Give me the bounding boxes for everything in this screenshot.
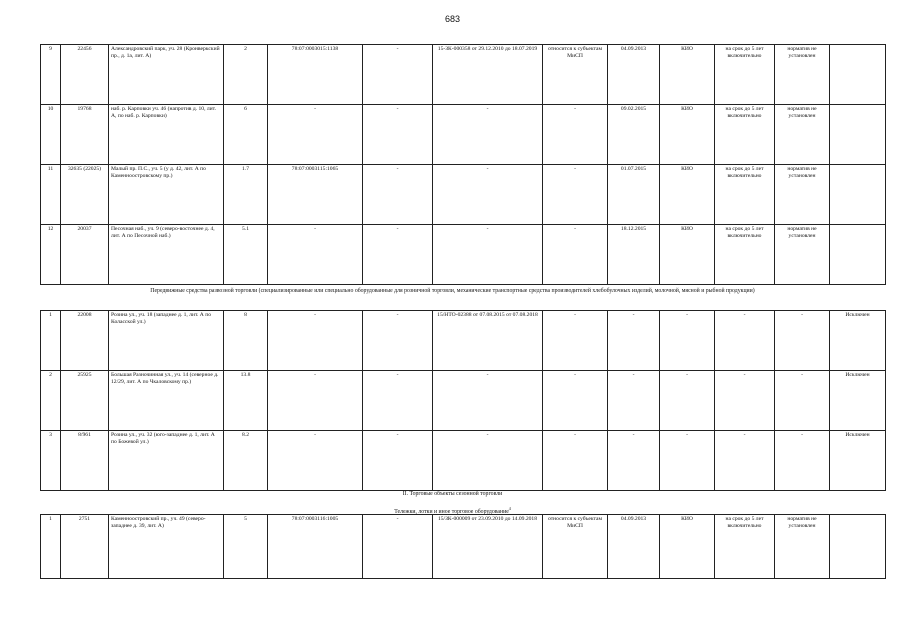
- cell-id: 25925: [61, 371, 109, 431]
- cell-doc: -: [433, 371, 543, 431]
- cell-term: на срок до 5 лет включительно: [715, 225, 775, 285]
- cell-area: 2: [224, 45, 268, 105]
- cell-id: 2751: [61, 515, 109, 579]
- cell-n: 1: [41, 515, 61, 579]
- table-row: [41, 431, 886, 491]
- cell-obl: -: [543, 105, 608, 165]
- cell-obl: относится к субъектам МиСП: [543, 45, 608, 105]
- cell-term: на срок до 5 лет включительно: [715, 105, 775, 165]
- cell-date: 09.02.2015: [608, 105, 660, 165]
- cell-last: [830, 225, 886, 285]
- cell-n: 2: [41, 371, 61, 431]
- cell-area: 5.1: [224, 225, 268, 285]
- cell-doc: -: [433, 431, 543, 491]
- cell-date: -: [608, 431, 660, 491]
- cell-id: 22008: [61, 311, 109, 371]
- cell-c6: -: [363, 225, 433, 285]
- cell-area: 5: [224, 515, 268, 579]
- cell-norm: норматив не установлен: [775, 165, 830, 225]
- cell-term: -: [715, 311, 775, 371]
- cell-org: КИО: [660, 45, 715, 105]
- table-row: [41, 371, 886, 431]
- cell-last: Исключен: [830, 371, 886, 431]
- table-row: [41, 515, 886, 579]
- cell-kad: 78:07:0003116:1005: [268, 515, 363, 579]
- cell-date: 04.09.2013: [608, 45, 660, 105]
- cell-addr: Розина ул., уч. 32 (юго-западнее д. 1, лит. А по Божевой ул.): [109, 431, 224, 491]
- cell-norm: -: [775, 371, 830, 431]
- cell-kad: 78:07:0003015:1138: [268, 45, 363, 105]
- cell-term: -: [715, 431, 775, 491]
- table-row: [41, 311, 886, 371]
- cell-kad: -: [268, 371, 363, 431]
- cell-last: [830, 45, 886, 105]
- cell-c6: -: [363, 431, 433, 491]
- section-title-carts-text: Тележки, лотки и иное торговое оборудование: [394, 508, 509, 515]
- cell-date: 01.07.2015: [608, 165, 660, 225]
- cell-doc: -: [433, 105, 543, 165]
- table-row: [41, 225, 886, 285]
- table-section-a: [40, 44, 886, 285]
- cell-addr: Розина ул., уч. 18 (западнее д. 1, лит. А по Коласской ул.): [109, 311, 224, 371]
- cell-kad: -: [268, 311, 363, 371]
- cell-date: -: [608, 371, 660, 431]
- cell-org: -: [660, 311, 715, 371]
- cell-term: на срок до 5 лет включительно: [715, 45, 775, 105]
- cell-term: на срок до 5 лет включительно: [715, 515, 775, 579]
- cell-last: [830, 105, 886, 165]
- cell-obl: -: [543, 371, 608, 431]
- cell-doc: -: [433, 225, 543, 285]
- cell-addr: Александровский парк, уч. 28 (Кронверкский пр., д. 1а, лит. А): [109, 45, 224, 105]
- cell-id: 32635 (22025): [61, 165, 109, 225]
- cell-date: 18.12.2015: [608, 225, 660, 285]
- cell-obl: -: [543, 311, 608, 371]
- cell-n: 9: [41, 45, 61, 105]
- cell-n: 12: [41, 225, 61, 285]
- cell-n: 10: [41, 105, 61, 165]
- cell-c6: -: [363, 105, 433, 165]
- cell-norm: норматив не установлен: [775, 105, 830, 165]
- cell-addr: наб. р. Карповки уч. 46 (напротив д. 10, лит. А, по наб. р. Карповки): [109, 105, 224, 165]
- cell-id: 8/961: [61, 431, 109, 491]
- section-title-seasonal: II. Торговые объекты сезонной торговли: [402, 491, 503, 497]
- cell-c6: -: [363, 165, 433, 225]
- cell-norm: -: [775, 311, 830, 371]
- cell-obl: относится к субъектам МиСП: [543, 515, 608, 579]
- cell-kad: -: [268, 225, 363, 285]
- cell-addr: Малый пр. П.С., уч. 5 (у д. 42, лит. А по Каменноостровскому пр.): [109, 165, 224, 225]
- cell-org: КИО: [660, 105, 715, 165]
- cell-area: 1.7: [224, 165, 268, 225]
- cell-norm: -: [775, 431, 830, 491]
- cell-kad: -: [268, 105, 363, 165]
- cell-last: [830, 165, 886, 225]
- table-row: [41, 105, 886, 165]
- table-row: [41, 45, 886, 105]
- cell-doc: -: [433, 165, 543, 225]
- cell-org: КИО: [660, 515, 715, 579]
- cell-id: 19768: [61, 105, 109, 165]
- cell-org: -: [660, 431, 715, 491]
- cell-obl: -: [543, 431, 608, 491]
- cell-term: -: [715, 371, 775, 431]
- cell-term: на срок до 5 лет включительно: [715, 165, 775, 225]
- cell-n: 1: [41, 311, 61, 371]
- cell-org: КИО: [660, 165, 715, 225]
- cell-obl: -: [543, 225, 608, 285]
- table-section-c: [40, 514, 886, 579]
- cell-area: 6: [224, 105, 268, 165]
- section-title-mobile-trade: Передвижные средства развозной торговли (специализированные или специально оборудованные для розничной торговли, механические транспортные средства производителей хлебобулочных изделий, молочной, мясной и рыбной продукции): [150, 288, 755, 294]
- cell-addr: Каменноостровский пр., уч. 49 (северо-западнее д. 39, лит. А): [109, 515, 224, 579]
- cell-norm: норматив не установлен: [775, 45, 830, 105]
- cell-addr: Песочная наб., уч. 9 (северо-восточнее д. 4, лит. А по Песочной наб.): [109, 225, 224, 285]
- cell-org: -: [660, 371, 715, 431]
- cell-id: 20037: [61, 225, 109, 285]
- cell-area: 8.2: [224, 431, 268, 491]
- cell-last: Исключен: [830, 311, 886, 371]
- table-row: [41, 165, 886, 225]
- cell-c6: -: [363, 311, 433, 371]
- cell-addr: Большая Разночинная ул., уч. 14 (северное д. 12/29, лит. А по Чкаловскому пр.): [109, 371, 224, 431]
- cell-doc: 15/НТО-02388 от 07.08.2015 от 07.08.2018: [433, 311, 543, 371]
- cell-c6: -: [363, 45, 433, 105]
- cell-date: 04.09.2013: [608, 515, 660, 579]
- cell-norm: норматив не установлен: [775, 515, 830, 579]
- cell-n: 3: [41, 431, 61, 491]
- cell-area: 13.8: [224, 371, 268, 431]
- cell-date: -: [608, 311, 660, 371]
- cell-n: 11: [41, 165, 61, 225]
- cell-doc: 15/ЗК-000009 от 23.09.2010 до 14.09.2018: [433, 515, 543, 579]
- cell-org: КИО: [660, 225, 715, 285]
- cell-last: Исключен: [830, 431, 886, 491]
- cell-c6: -: [363, 515, 433, 579]
- footnote-mark: 4: [508, 506, 511, 511]
- table-section-b: [40, 310, 886, 491]
- cell-norm: норматив не установлен: [775, 225, 830, 285]
- page-number: 683: [444, 14, 461, 24]
- cell-id: 22456: [61, 45, 109, 105]
- cell-c6: -: [363, 371, 433, 431]
- cell-last: [830, 515, 886, 579]
- cell-area: 8: [224, 311, 268, 371]
- cell-obl: -: [543, 165, 608, 225]
- cell-doc: 15-ЗК-000358 от 29.12.2010 до 18.07.2019: [433, 45, 543, 105]
- cell-kad: -: [268, 431, 363, 491]
- cell-kad: 78:07:0003115:1065: [268, 165, 363, 225]
